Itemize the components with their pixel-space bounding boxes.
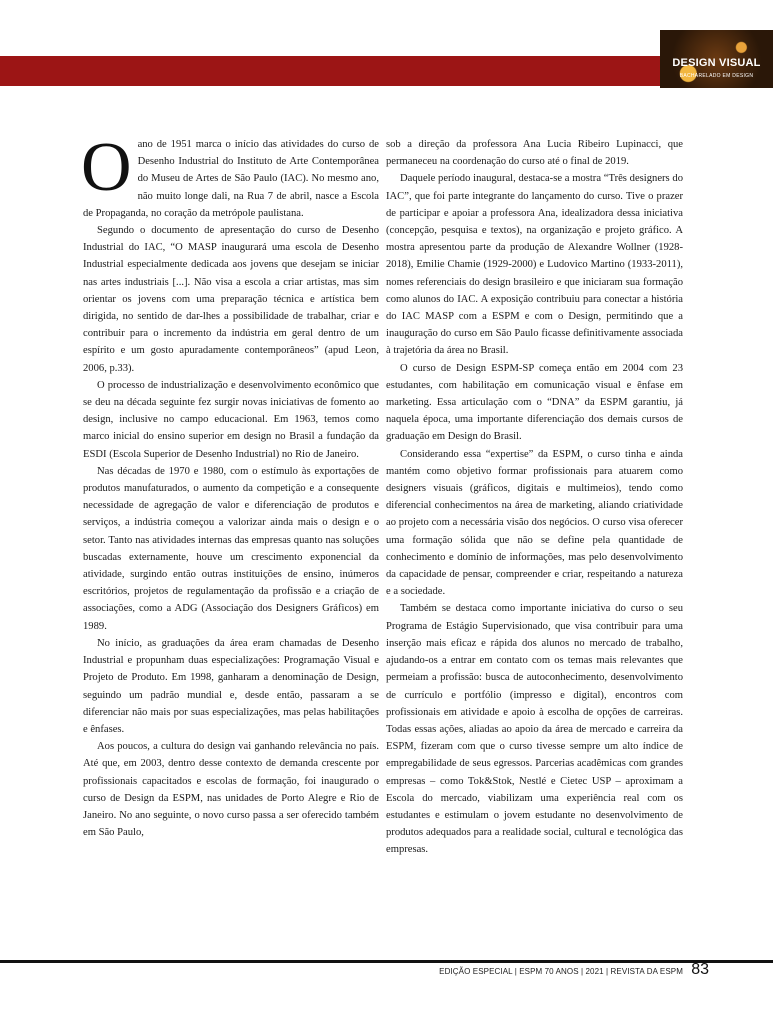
article-paragraph: Nas décadas de 1970 e 1980, com o estímulo às exportações de produtos manufaturados, o aumento da competição e a consequente necessidade de agregação de valor e diferenciação de produtos e serviços, a indústria começou a valorizar ainda mais o design e o setor. Tanto nas atividades internas das empresas quanto nas soluções buscadas externamente, houve um crescimento exponencial da atividade, surgindo então outras instituições de ensino, inúmeros escritórios, projetos de regulamentação da profissão e a criação de associações, como a ADG (Associação dos Designers Gráficos) em 1989.: [83, 465, 379, 632]
article-paragraph: Daquele período inaugural, destaca-se a mostra “Três designers do IAC”, que foi parte integrante do lançamento do curso. Tive o prazer de participar e apoiar a professora Ana, idealizadora dessa iniciativa (concepção, pesquisa e textos), na organização e projeto gráfico. A mostra apresentou parte da produção de Alexandre Wollner (1928-2018), Emilie Chamie (1929-2000) e Ludovico Martino (1933-2011), nomes referenciais do design brasileiro e que iniciaram sua formação como alunos do IAC. A exposição contribuiu para conectar a história do IAC MASP com a ESPM e com o Design, permitindo que a inauguração do curso em São Paulo ficasse definitivamente associada à trajetória da área no Brasil.: [386, 173, 683, 357]
article-left-column: [81, 129, 379, 841]
article-paragraph: O processo de industrialização e desenvolvimento econômico que se deu na década seguinte fez surgir novas iniciativas de fomento ao design, inclusive no campo educacional. Em 1963, temos como marco inicial do ensino superior em design no Brasil a fundação da ESDI (Escola Superior de Desenho Industrial) no Rio de Janeiro.: [83, 379, 379, 460]
article-paragraph: Também se destaca como importante iniciativa do curso o seu Programa de Estágio Supervisionado, que visa contribuir para uma inserção mais eficaz e rápida dos alunos no mercado de trabalho, ajudando-os a entrar em contato com os temas mais relevantes que permeiam a profissão: busca de autoconhecimento, desenvolvimento de currículo e portfólio (impresso e digital), encontros com profissionais em atividade e apoio à escolha de opções de carreiras. Todas essas ações, aliadas ao apoio da área de mercado e carreira da ESPM, fizeram com que o curso tivesse sempre um alto índice de empregabilidade de seus egressos. Parcerias acadêmicas com grandes empresas – como Tok&Stok, Nestlé e Cietec USP – aproximam a Escola do mercado, viabilizam uma experiência real com os estudantes e estimulam o jovem estudante no desenvolvimento de produtos adequados para a realidade social, cultural e tecnológica das empresas.: [386, 603, 683, 856]
section-tag-subtitle: BACHARELADO EM DESIGN: [679, 73, 754, 79]
section-tag-image: [660, 30, 773, 88]
section-tag-title: DESIGN VISUAL: [672, 57, 761, 69]
article-paragraph: No início, as graduações da área eram chamadas de Desenho Industrial e propunham duas especializações: Programação Visual e Projeto de Produto. Em 1998, ganharam a denominação de Design, seguindo um padrão mundial e, desde então, passaram a se diferenciar não mais por suas especializações, mas pelas habilitações e ênfases.: [83, 637, 379, 735]
header-color-band: [0, 56, 660, 86]
article-paragraph: Considerando essa “expertise” da ESPM, o curso tinha e ainda mantém como objetivo formar profissionais para atuarem como designers visuais (gráficos, digitais e multimeios), tendo como diferencial conhecimentos na área de marketing, aliando criatividade ao projeto com a necessária visão dos negócios. O curso visa oferecer uma formação sólida que não se define pela quantidade de conhecimento e domínio de informações, mas pelo desenvolvimento da capacidade de pensar, compreender e criar, respeitando a natureza e a sociedade.: [386, 448, 683, 598]
footer-publication-info: EDIÇÃO ESPECIAL | ESPM 70 ANOS | 2021 | REVISTA DA ESPM: [439, 967, 683, 976]
article-right-column: [386, 136, 683, 859]
article-paragraph: Oano de 1951 marca o início das atividades do curso de Desenho Industrial do Instituto de Arte Contemporânea do Museu de Artes de São Paulo (IAC). No mesmo ano, não muito longe dali, na Rua 7 de abril, nasce a Escola de Propaganda, no coração da metrópole paulistana.: [81, 129, 379, 219]
page-number: 83: [691, 961, 709, 978]
article-paragraph: Aos poucos, a cultura do design vai ganhando relevância no país. Até que, em 2003, dentro desse contexto de demanda crescente por profissionais capacitados e escolas de formação, foi inaugurado o curso de Design da ESPM, nas unidades de Porto Alegre e Rio de Janeiro. No ano seguinte, o novo curso passa a ser oferecido também em São Paulo,: [83, 741, 379, 839]
footer-rule: [0, 960, 773, 963]
article-paragraph: O curso de Design ESPM-SP começa então em 2004 com 23 estudantes, com habilitação em comunicação visual e ênfase em marketing. Essa articulação com o “DNA” da ESPM garantiu, já naquela época, uma importante diferenciação dos demais cursos de graduação em Design do Brasil.: [386, 362, 683, 443]
article-paragraph: sob a direção da professora Ana Lucia Ribeiro Lupinacci, que permaneceu na coordenação do curso até o final de 2019.: [386, 139, 683, 168]
drop-cap: O: [81, 129, 132, 206]
article-paragraph: Segundo o documento de apresentação do curso de Desenho Industrial do IAC, “O MASP inaugurará uma escola de Desenho Industrial especialmente dedicada aos jovens que desejam se iniciar nas artes industriais [...]. Não visa a escola a criar artistas, mas sim orientar os jovens com uma preparação técnica e artística bem dirigida, no sentido de dar-lhes a possibilidade de trabalhar, criar e contribuir para o incremento da indústria em geral dentro de um espírito e um gosto apuradamente contemporâneos” (apud Leon, 2006, p.33).: [83, 225, 379, 374]
